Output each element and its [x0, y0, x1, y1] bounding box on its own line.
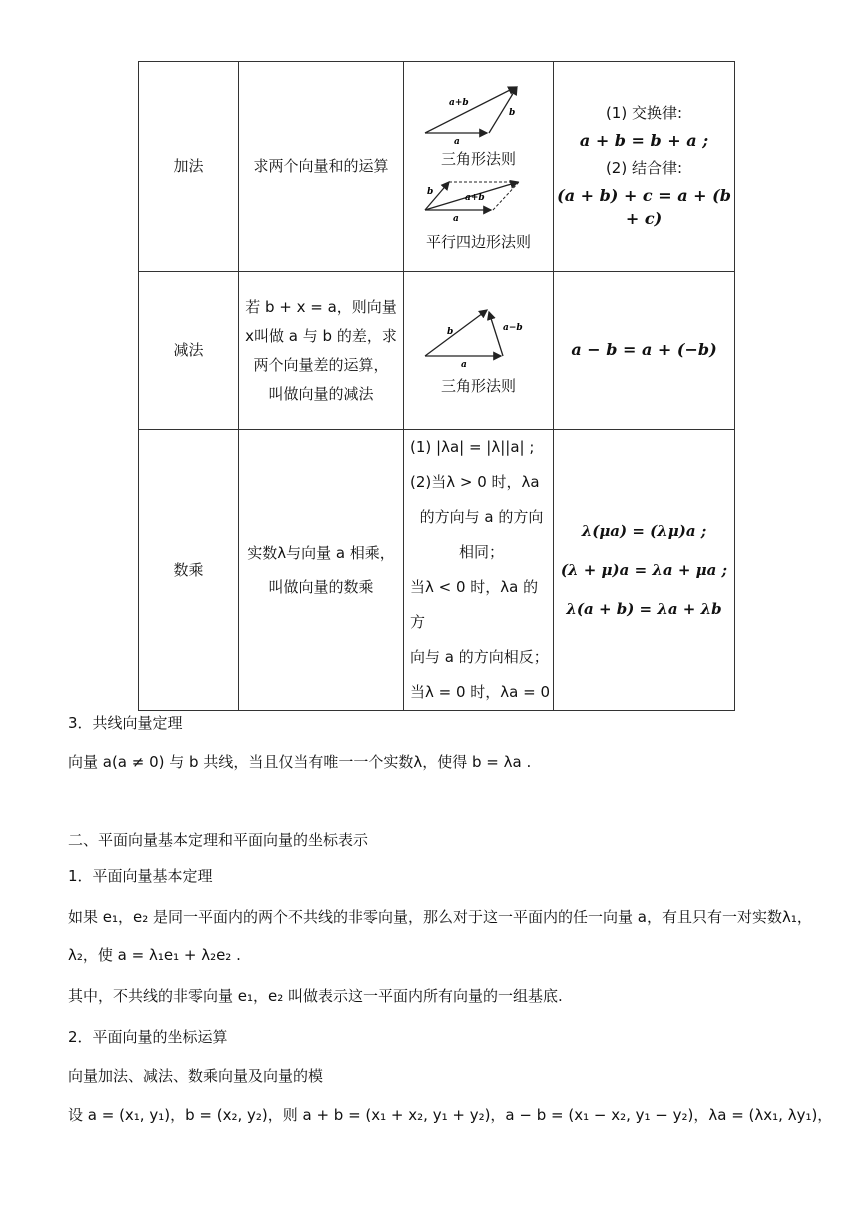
svg-text:a: a — [453, 136, 460, 147]
svg-text:b: b — [508, 107, 515, 118]
svg-text:a+b: a+b — [464, 192, 485, 203]
svg-text:b: b — [426, 186, 433, 197]
table-row-addition — [139, 62, 735, 272]
definition-line: 若 b + x = a，则向量 — [245, 297, 397, 316]
diagram-cell — [404, 62, 554, 272]
definition-text: 求两个向量和的运算 — [253, 157, 389, 175]
definition-line: x叫做 a 与 b 的差，求 — [245, 326, 397, 345]
definition-cell — [239, 430, 404, 711]
commutative-law-expr: a + b = b + a ; — [579, 130, 709, 150]
definition-line: 叫做向量的数乘 — [268, 578, 374, 596]
svg-text:a: a — [452, 213, 459, 224]
laws-cell — [554, 62, 735, 272]
op-name-cell — [139, 62, 239, 272]
op-name-cell — [139, 430, 239, 711]
associative-law-label: (2) 结合律: — [605, 159, 683, 178]
basis-theorem-text: λ₂，使 a = λ₁e₁ + λ₂e₂ . — [68, 946, 241, 964]
property-line: (1) |λa| = |λ||a| ; — [410, 438, 535, 456]
svg-text:a+b: a+b — [448, 97, 469, 108]
scalar-law-line: λ(a + b) = λa + λb — [566, 599, 722, 618]
section-title: 1．平面向量基本定理 — [68, 867, 213, 885]
property-line: 相同； — [458, 543, 504, 561]
coordinate-operations-text: 设 a = (x₁, y₁)，b = (x₂, y₂)，则 a + b = (x₁ + x₂, y₁ + y₂)，a − b = (x₁ − x₂, y₁ − y₂)，λa = (λx₁, λy₁)， — [68, 1106, 833, 1124]
scalar-law-line: λ(μa) = (λμ)a ; — [581, 521, 707, 540]
basis-theorem-text: 如果 e₁，e₂ 是同一平面内的两个不共线的非零向量，那么对于这一平面内的任一向量 a，有且只有一对实数λ₁， — [68, 908, 812, 926]
subsection-label: 向量加法、减法、数乘向量及向量的模 — [68, 1067, 324, 1085]
definition-line: 实数λ与向量 a 相乘， — [247, 544, 395, 562]
op-name: 加法 — [173, 157, 204, 175]
associative-law-expr: (a + b) + c = a + (b + c) — [557, 186, 731, 228]
table-row-scalar-multiplication — [139, 430, 735, 711]
triangle-rule-diagram — [419, 81, 539, 147]
op-name-cell — [139, 272, 239, 430]
table-row-subtraction — [139, 272, 735, 430]
definition-cell — [239, 272, 404, 430]
triangle-rule-caption: 三角形法则 — [440, 377, 516, 395]
property-line: 的方向与 a 的方向 — [419, 508, 544, 526]
svg-text:a: a — [460, 360, 467, 370]
section-title: 3．共线向量定理 — [68, 714, 183, 732]
definition-line: 两个向量差的运算， — [253, 355, 389, 374]
property-line: 当λ < 0 时，λa 的方 — [410, 578, 539, 631]
op-name: 减法 — [173, 341, 204, 359]
svg-text:a−b: a−b — [502, 323, 523, 333]
diagram-cell — [404, 272, 554, 430]
subtraction-triangle-diagram — [419, 304, 539, 368]
property-line: 向与 a 的方向相反； — [410, 648, 549, 666]
basis-definition-text: 其中，不共线的非零向量 e₁，e₂ 叫做表示这一平面内所有向量的一组基底. — [68, 987, 563, 1005]
scalar-law-line: (λ + μ)a = λa + μa ; — [560, 560, 728, 579]
vector-operations-table — [138, 61, 735, 711]
definition-cell — [239, 62, 404, 272]
subtraction-law-expr: a − b = a + (−b) — [571, 340, 717, 360]
section-title: 2．平面向量的坐标运算 — [68, 1028, 228, 1046]
parallelogram-rule-caption: 平行四边形法则 — [425, 232, 531, 251]
op-name: 数乘 — [173, 560, 204, 579]
property-line: (2)当λ > 0 时，λa — [410, 473, 540, 491]
commutative-law-label: (1) 交换律: — [605, 103, 683, 122]
properties-cell — [404, 430, 554, 711]
chapter-heading: 二、平面向量基本定理和平面向量的坐标表示 — [68, 831, 369, 849]
laws-cell — [554, 430, 735, 711]
definition-line: 叫做向量的减法 — [268, 384, 374, 403]
property-line: 当λ = 0 时，λa = 0 — [410, 683, 551, 701]
laws-cell — [554, 272, 735, 430]
parallelogram-rule-diagram — [419, 176, 539, 224]
collinear-theorem-text: 向量 a(a ≠ 0) 与 b 共线，当且仅当有唯一一个实数λ，使得 b = λa . — [68, 753, 532, 771]
svg-text:b: b — [446, 327, 453, 337]
triangle-rule-caption: 三角形法则 — [440, 149, 516, 168]
